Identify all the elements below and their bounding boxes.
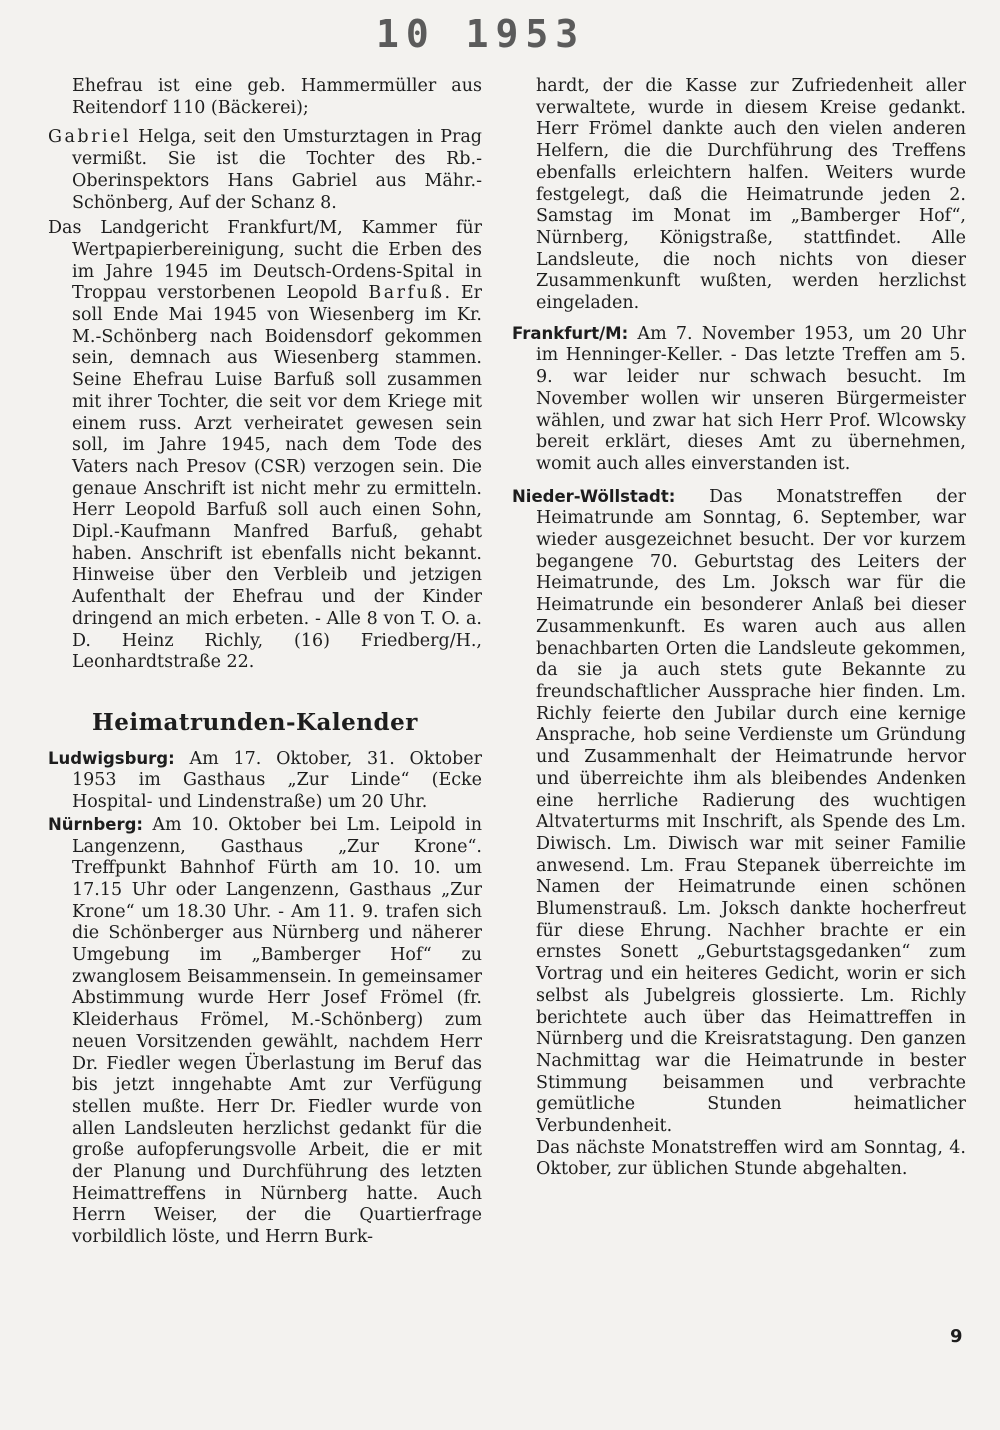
entry-text: Am 10. Oktober bei Lm. Leipold in Langenzenn, Gasthaus „Zur Krone“. Treffpunkt Bahnhof Fürth am 10. 10. um 17.15 Uhr oder Langenzenn, Gasthaus „Zur Krone“ um 18.30 Uhr. - Am 11. 9. trafen sich die Schönberger aus Nürnberg und näherer Umgebung im „Bamberger Hof“ zu zwanglosem Beisammensein. In gemeinsamer Abstimmung wurde Herr Josef Frömel (fr. Kleiderhaus Frömel, M.-Schönberg) zum neuen Vorsitzenden gewählt, nachdem Herr Dr. Fiedler wegen Überlastung im Beruf das bis jetzt inngehabte Amt zur Verfügung stellen mußte. Herr Dr. Fiedler wurde von allen Landsleuten herzlichst gedankt für die große aufopferungsvolle Arbeit, die er mit der Planung und Durchführung des letzten Heimattreffens in Nürnberg hatte. Auch Herrn Weiser, der die Quartierfrage vorbildlich löste, und Herrn Burk- — [72, 814, 482, 1248]
entry-label: Ludwigsburg: — [48, 748, 175, 768]
entry-label: Nürnberg: — [48, 814, 143, 834]
paragraph-landgericht-a: Das Landgericht Frankfurt/M, Kammer für Wertpapierbereinigung, sucht die Erben des im Jahre 1945 im Deutsch-Ordens-Spital in Troppau verstorbenen Leopold — [48, 218, 482, 304]
left-column — [48, 76, 482, 1249]
entry-text: Das Monatstreffen der Heimatrunde am Sonntag, 6. September, war wieder ausgezeichnet besucht. Der vor kurzem begangene 70. Geburtstag des Leiters der Heimatrunde, des Lm. Joksch war für die Heimatrunde ein besonderer Anlaß bei dieser Zusammenkunft. Es waren auch aus allen benachbarten Orten die Landsleute gekommen, da sie ja auch stets gute Bekannte zu freundschaftlicher Aussprache hier finden. Lm. Richly feierte den Jubilar durch eine kernige Ansprache, hob seine Verdienste um Gründung und Zusammenhalt der Heimatrunde hervor und überreichte ihm als bleibendes Andenken eine herrliche Radierung des wuchtigen Altvaterturms mit Inschrift, als Spende des Lm. Diwisch. Lm. Diwisch war mit seiner Familie anwesend. Lm. Frau Stepanek überreichte im Namen der Heimatrunde einen schönen Blumenstrauß. Lm. Joksch dankte hocherfreut für diese Ehrung. Nachher brachte er ein ernstes Sonett „Geburtstagsgedanken“ zum Vortrag und ein heiteres Gedicht, worin er sich selbst als Jubelgreis glossierte. Lm. Richly berichtete auch über das Heimattreffen in Nürnberg und die Kreisratstagung. Den ganzen Nachmittag war die Heimatrunde in bester Stimmung beisammen und verbrachte gemütliche Stunden heimatlicher Verbundenheit. — [536, 486, 966, 1137]
entry-closing: Das nächste Monatstreffen wird am Sonntag, 4. Oktober, zur üblichen Stunde abgehalten. — [536, 1137, 966, 1180]
entry-label: Nieder-Wöllstadt: — [512, 486, 676, 506]
name-barfuss: Barfuß — [368, 283, 445, 304]
paragraph-gabriel — [48, 127, 482, 214]
date-stamp: 10 1953 — [376, 12, 586, 56]
entry-text: Am 17. Oktober, 31. Oktober 1953 im Gasthaus „Zur Linde“ (Ecke Hospital- und Lindenstraße) um 20 Uhr. — [72, 748, 482, 813]
entry-label: Frankfurt/M: — [512, 323, 629, 343]
entry-nieder-woellstadt — [512, 486, 966, 1138]
paragraph-continuation: hardt, der die Kasse zur Zufriedenheit aller verwaltete, wurde in diesem Kreise gedankt. Herr Frömel dankte auch den vielen anderen Helfern, die die Durchführung des Treffens ebenfalls erleichtern halfen. Weiters wurde festgelegt, daß die Heimatrunde jeden 2. Samstag im Monat im „Bamberger Hof“, Nürnberg, Königstraße, stattfindet. Alle Landsleute, die noch nichts von dieser Zusammenkunft wußten, werden herzlichst eingeladen. — [536, 76, 966, 314]
right-column — [512, 76, 966, 1189]
entry-frankfurt — [512, 323, 966, 476]
section-title: Heimatrunden-Kalender — [92, 708, 418, 736]
paragraph-continuation: Ehefrau ist eine geb. Hammermüller aus Reitendorf 110 (Bäckerei); — [72, 76, 482, 118]
paragraph-landgericht-b: . Er soll Ende Mai 1945 von Wiesenberg im Kr. M.-Schönberg nach Boidensdorf gekommen sein, demnach aus Wiesenberg stammen. Seine Ehefrau Luise Barfuß soll zusammen mit ihrer Tochter, die seit vor dem Kriege mit einem russ. Arzt verheiratet gewesen sein soll, im Jahre 1945, nach dem Tode des Vaters nach Presov (CSR) verzogen sein. Die genaue Anschrift ist nicht mehr zu ermitteln. Herr Leopold Barfuß soll auch einen Sohn, Dipl.-Kaufmann Manfred Barfuß, gehabt haben. Anschrift ist ebenfalls nicht bekannt. Hinweise über den Verbleib und jetzigen Aufenthalt der Ehefrau und der Kinder dringend an mich erbeten. - Alle 8 von T. O. a. D. Heinz Richly, (16) Friedberg/H., Leonhardtstraße 22. — [72, 283, 483, 673]
name-gabriel: Gabriel — [48, 127, 132, 148]
page-number: 9 — [950, 1326, 963, 1347]
entry-ludwigsburg — [48, 748, 482, 814]
entry-text: Am 7. November 1953, um 20 Uhr im Henninger-Keller. - Das letzte Treffen am 5. 9. war leider nur schwach besucht. Im November wollen wir unseren Bürgermeister wählen, und zwar hat sich Herr Prof. Wlcowsky bereit erklärt, dieses Amt zu übernehmen, womit auch alles einverstanden ist. — [536, 323, 966, 474]
paragraph-landgericht — [48, 218, 482, 674]
entry-nuernberg — [48, 814, 482, 1249]
paragraph-gabriel-text: Helga, seit den Umsturztagen in Prag vermißt. Sie ist die Tochter des Rb.-Oberinspektors Hans Gabriel aus Mähr.-Schönberg, Auf der Schanz 8. — [72, 127, 482, 213]
